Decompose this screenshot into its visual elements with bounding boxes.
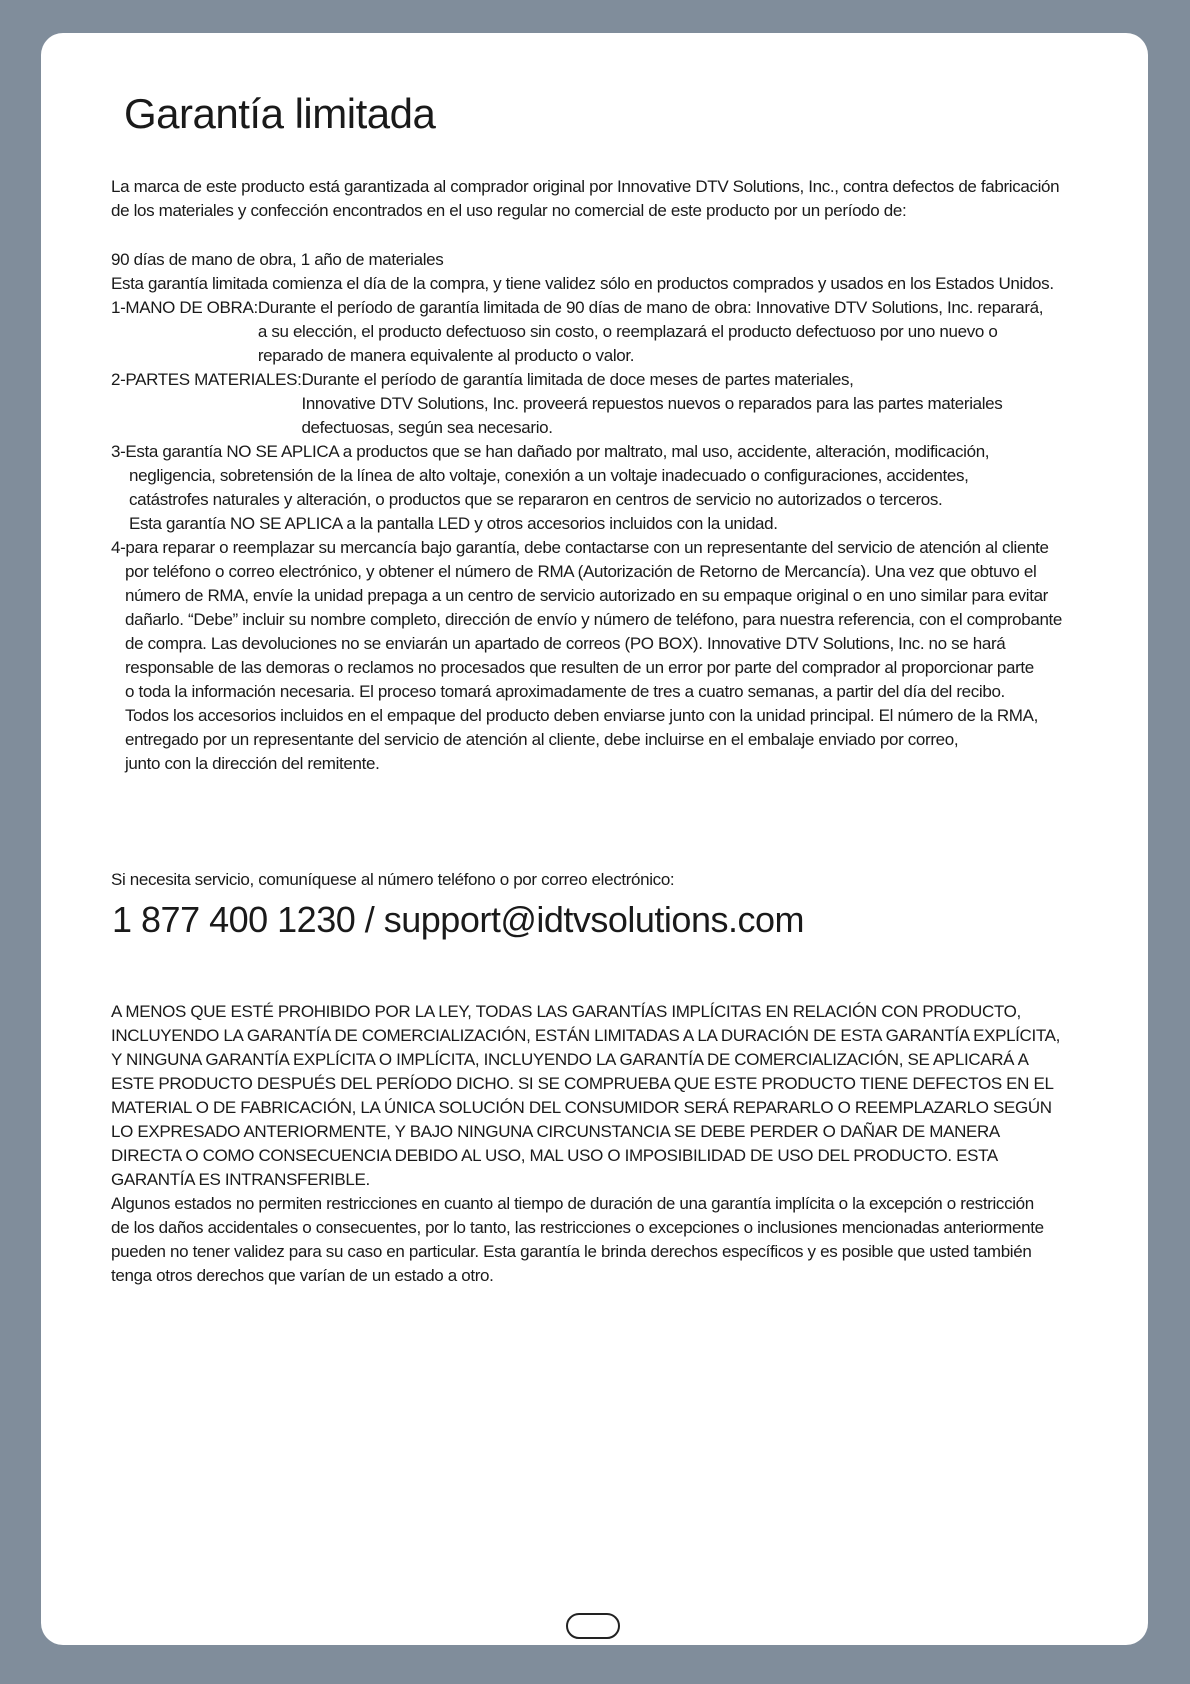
text-line: A MENOS QUE ESTÉ PROHIBIDO POR LA LEY, TODAS LAS GARANTÍAS IMPLÍCITAS EN RELACIÓN CON PRODUCTO, bbox=[111, 1002, 1021, 1021]
item-labor bbox=[111, 296, 1091, 368]
text-line: Todos los accesorios incluidos en el empaque del producto deben enviarse junto con la unidad principal. El número de la RMA, bbox=[125, 706, 1038, 725]
text-line: negligencia, sobretensión de la línea de alto voltaje, conexión a un voltaje inadecuado o configuraciones, accidentes, bbox=[129, 466, 969, 485]
text-line: Y NINGUNA GARANTÍA EXPLÍCITA O IMPLÍCITA, INCLUYENDO LA GARANTÍA DE COMERCIALIZACIÓN, SE APLICARÁ A bbox=[111, 1050, 1029, 1069]
page-number-badge bbox=[566, 1613, 620, 1639]
text-line: INCLUYENDO LA GARANTÍA DE COMERCIALIZACIÓN, ESTÁN LIMITADAS A LA DURACIÓN DE ESTA GARANTÍA EXPLÍCITA, bbox=[111, 1026, 1060, 1045]
item-return-process bbox=[111, 536, 1091, 776]
text-line: por teléfono o correo electrónico, y obtener el número de RMA (Autorización de Retorno de Mercancía). Una vez que obtuvo el bbox=[125, 562, 1037, 581]
text-line: a su elección, el producto defectuoso sin costo, o reemplazará el producto defectuoso por uno nuevo o bbox=[257, 322, 998, 341]
contact-info: 1 877 400 1230 / support@idtvsolutions.com bbox=[112, 899, 804, 940]
text-line: 4-para reparar o reemplazar su mercancía bajo garantía, debe contactarse con un representante del servicio de atención al cliente bbox=[111, 538, 1049, 557]
item-body bbox=[258, 296, 1043, 368]
text-line: pueden no tener validez para su caso en particular. Esta garantía le brinda derechos específicos y es posible que usted también bbox=[111, 1242, 1032, 1261]
item-exclusions bbox=[111, 440, 1091, 536]
text-line: dañarlo. “Debe” incluir su nombre completo, dirección de envío y número de teléfono, para nuestra referencia, con el comprobante bbox=[125, 610, 1063, 629]
text-line: responsable de las demoras o reclamos no procesados que resulten de un error por parte del comprador al proporcionar parte bbox=[125, 658, 1034, 677]
text-line: MATERIAL O DE FABRICACIÓN, LA ÚNICA SOLUCIÓN DEL CONSUMIDOR SERÁ REPARARLO O REEMPLAZARLO SEGÚN bbox=[111, 1098, 1052, 1117]
item-label: 1-MANO DE OBRA: bbox=[111, 298, 258, 317]
text-line: Durante el período de garantía limitada de doce meses de partes materiales, bbox=[301, 370, 854, 389]
legal-disclaimer bbox=[111, 1000, 1096, 1288]
text-line: ESTE PRODUCTO DESPUÉS DEL PERÍODO DICHO. SI SE COMPRUEBA QUE ESTE PRODUCTO TIENE DEFECTOS EN EL bbox=[111, 1074, 1054, 1093]
text-line: La marca de este producto está garantizada al comprador original por Innovative DTV Solutions, Inc., contra defectos de fabricación bbox=[111, 177, 1060, 196]
text-line: GARANTÍA ES INTRANSFERIBLE. bbox=[111, 1170, 370, 1189]
validity-line: Esta garantía limitada comienza el día de la compra, y tiene validez sólo en productos comprados y usados en los Estados Unidos. bbox=[111, 274, 1054, 293]
coverage-line: 90 días de mano de obra, 1 año de materiales bbox=[111, 250, 444, 269]
item-parts bbox=[111, 368, 1091, 440]
text-line: DIRECTA O COMO CONSECUENCIA DEBIDO AL USO, MAL USO O IMPOSIBILIDAD DE USO DEL PRODUCTO. ESTA bbox=[111, 1146, 998, 1165]
text-line: defectuosas, según sea necesario. bbox=[301, 418, 553, 437]
warranty-details bbox=[111, 248, 1091, 776]
text-line: Algunos estados no permiten restricciones en cuanto al tiempo de duración de una garantía implícita o la excepción o restricción bbox=[111, 1194, 1034, 1213]
text-line: de compra. Las devoluciones no se enviarán un apartado de correos (PO BOX). Innovative DTV Solutions, Inc. no se hará bbox=[125, 634, 1006, 653]
item-label: 2-PARTES MATERIALES: bbox=[111, 370, 302, 389]
text-line: catástrofes naturales y alteración, o productos que se repararon en centros de servicio no autorizados o terceros. bbox=[129, 490, 943, 509]
text-line: Esta garantía NO SE APLICA a la pantalla LED y otros accesorios incluidos con la unidad. bbox=[129, 514, 778, 533]
text-line: de los materiales y confección encontrados en el uso regular no comercial de este producto por un período de: bbox=[111, 201, 907, 220]
intro-paragraph bbox=[111, 175, 1091, 223]
text-line: tenga otros derechos que varían de un estado a otro. bbox=[111, 1266, 494, 1285]
text-line: entregado por un representante del servicio de atención al cliente, debe incluirse en el embalaje enviado por correo, bbox=[125, 730, 959, 749]
text-line: número de RMA, envíe la unidad prepaga a un centro de servicio autorizado en su empaque original o en uno similar para evitar bbox=[125, 586, 1048, 605]
text-line: Innovative DTV Solutions, Inc. proveerá repuestos nuevos o reparados para las partes materiales bbox=[301, 394, 1003, 413]
text-line: junto con la dirección del remitente. bbox=[125, 754, 380, 773]
page-title: Garantía limitada bbox=[124, 90, 436, 137]
text-line: LO EXPRESADO ANTERIORMENTE, Y BAJO NINGUNA CIRCUNSTANCIA SE DEBE PERDER O DAÑAR DE MANERA bbox=[111, 1122, 1000, 1141]
text-line: o toda la información necesaria. El proceso tomará aproximadamente de tres a cuatro semanas, a partir del día del recibo. bbox=[125, 682, 1005, 701]
text-line: reparado de manera equivalente al producto o valor. bbox=[257, 346, 635, 365]
item-body bbox=[301, 368, 1002, 440]
text-line: de los daños accidentales o consecuentes, por lo tanto, las restricciones o excepciones o inclusiones mencionadas anteriormente bbox=[111, 1218, 1044, 1237]
text-line: Durante el período de garantía limitada de 90 días de mano de obra: Innovative DTV Solutions, Inc. reparará, bbox=[257, 298, 1044, 317]
text-line: 3-Esta garantía NO SE APLICA a productos que se han dañado por maltrato, mal uso, accidente, alteración, modificación, bbox=[111, 442, 990, 461]
service-label: Si necesita servicio, comuníquese al número teléfono o por correo electrónico: bbox=[111, 870, 675, 889]
